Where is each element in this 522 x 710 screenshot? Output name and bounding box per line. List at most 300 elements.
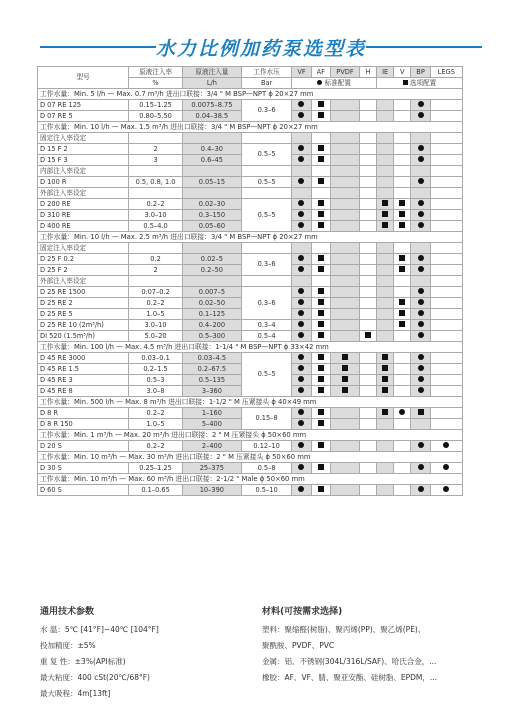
material-cell bbox=[292, 199, 311, 210]
section-spec: 工作水量：Min. 10 m³/h — Max. 30 m³/h 进出口联接：2 " M 压紧接头 ϕ 50×60 mm bbox=[38, 452, 463, 463]
option-square-icon bbox=[399, 321, 405, 327]
option-square-icon bbox=[399, 222, 405, 228]
material-cell bbox=[311, 309, 330, 320]
standard-dot-icon bbox=[418, 387, 424, 393]
standard-dot-icon bbox=[298, 299, 304, 305]
model-cell: D 60 S bbox=[38, 485, 129, 496]
material-cell bbox=[394, 408, 411, 419]
table-cell bbox=[129, 276, 183, 287]
material-cell bbox=[377, 331, 394, 342]
table-row bbox=[38, 287, 463, 298]
material-cell bbox=[394, 441, 411, 452]
material-cell bbox=[292, 320, 311, 331]
material-cell bbox=[311, 287, 330, 298]
material-line: 橡胶：AF、VF、腈、聚亚安酯、硅树脂、EPDM，... bbox=[262, 673, 438, 682]
material-cell bbox=[359, 386, 376, 397]
material-cell bbox=[292, 287, 311, 298]
material-cell bbox=[292, 221, 311, 232]
table-cell bbox=[241, 188, 291, 199]
material-cell bbox=[430, 320, 462, 331]
table-cell bbox=[129, 133, 183, 144]
option-square-icon bbox=[318, 255, 324, 261]
material-cell bbox=[359, 210, 376, 221]
material-cell bbox=[430, 199, 462, 210]
material-cell bbox=[394, 320, 411, 331]
table-cell bbox=[430, 188, 462, 199]
material-cell bbox=[359, 298, 376, 309]
table-cell bbox=[311, 188, 330, 199]
option-square-icon bbox=[318, 332, 324, 338]
table-cell bbox=[129, 188, 183, 199]
material-cell bbox=[359, 144, 376, 155]
material-cell bbox=[377, 441, 394, 452]
material-cell bbox=[411, 177, 430, 188]
material-cell bbox=[377, 419, 394, 430]
material-cell bbox=[394, 298, 411, 309]
material-cell bbox=[394, 254, 411, 265]
option-square-icon bbox=[318, 288, 324, 294]
option-square-icon bbox=[399, 211, 405, 217]
material-cell bbox=[359, 408, 376, 419]
material-cell bbox=[330, 254, 359, 265]
material-cell bbox=[377, 375, 394, 386]
header-material: BP bbox=[411, 67, 430, 78]
material-cell bbox=[311, 463, 330, 474]
rate-cell: 0.2–2 bbox=[129, 298, 183, 309]
option-square-icon bbox=[382, 376, 388, 382]
section-spec: 工作水量：Min. 100 l/h — Max. 4.5 m³/h 进出口联接：1-1/4 " M BSP—NPT ϕ 33×42 mm bbox=[38, 342, 463, 353]
material-cell bbox=[311, 298, 330, 309]
section-row bbox=[38, 89, 463, 100]
subgroup-label: 外部注入率设定 bbox=[38, 276, 129, 287]
standard-dot-icon bbox=[298, 178, 304, 184]
standard-dot-icon bbox=[418, 376, 424, 382]
table-cell bbox=[182, 133, 241, 144]
material-cell bbox=[330, 320, 359, 331]
standard-dot-icon bbox=[418, 288, 424, 294]
rate-cell: 3.0–10 bbox=[129, 320, 183, 331]
pressure-cell: 0.5–5 bbox=[241, 353, 291, 397]
material-cell bbox=[430, 309, 462, 320]
model-cell: DI 520 (1.5m³/h) bbox=[38, 331, 129, 342]
title-bar bbox=[0, 34, 522, 58]
legend-option bbox=[377, 78, 463, 89]
inject-cell: 3–360 bbox=[182, 386, 241, 397]
material-cell bbox=[311, 221, 330, 232]
material-cell bbox=[311, 210, 330, 221]
table-row bbox=[38, 408, 463, 419]
material-cell bbox=[430, 386, 462, 397]
standard-dot-icon bbox=[418, 112, 424, 118]
table-cell bbox=[182, 188, 241, 199]
option-square-icon bbox=[318, 321, 324, 327]
standard-dot-icon bbox=[418, 332, 424, 338]
pressure-cell: 0.5–10 bbox=[241, 485, 291, 496]
material-cell bbox=[359, 441, 376, 452]
pressure-cell: 0.15–8 bbox=[241, 408, 291, 430]
table-cell bbox=[411, 276, 430, 287]
option-square-icon bbox=[318, 365, 324, 371]
material-cell bbox=[330, 298, 359, 309]
material-cell bbox=[411, 386, 430, 397]
material-cell bbox=[330, 386, 359, 397]
material-cell bbox=[359, 320, 376, 331]
table-cell bbox=[129, 243, 183, 254]
rate-cell: 0.2–2 bbox=[129, 199, 183, 210]
rate-cell: 0.03–0.1 bbox=[129, 353, 183, 364]
pressure-cell: 0.5–8 bbox=[241, 463, 291, 474]
material-cell bbox=[411, 375, 430, 386]
table-row bbox=[38, 331, 463, 342]
standard-dot-icon bbox=[298, 211, 304, 217]
material-cell bbox=[377, 364, 394, 375]
option-square-icon bbox=[342, 354, 348, 360]
option-square-icon bbox=[318, 101, 324, 107]
header-pressure-unit: Bar bbox=[241, 78, 291, 89]
material-cell bbox=[377, 111, 394, 122]
rate-cell: 0.1–0.65 bbox=[129, 485, 183, 496]
table-row bbox=[38, 100, 463, 111]
legend-option-label: 选项配置 bbox=[409, 78, 437, 87]
option-square-icon bbox=[318, 376, 324, 382]
table-cell bbox=[411, 188, 430, 199]
material-cell bbox=[377, 265, 394, 276]
inject-cell: 0.05–15 bbox=[182, 177, 241, 188]
material-cell bbox=[377, 309, 394, 320]
material-cell bbox=[292, 309, 311, 320]
material-cell bbox=[359, 177, 376, 188]
inject-cell: 0.4–30 bbox=[182, 144, 241, 155]
material-cell bbox=[394, 144, 411, 155]
subgroup-row bbox=[38, 166, 463, 177]
table-row bbox=[38, 485, 463, 496]
model-cell: D 25 RE 2 bbox=[38, 298, 129, 309]
option-square-icon bbox=[399, 310, 405, 316]
rate-cell: 0.2–2 bbox=[129, 441, 183, 452]
material-cell bbox=[330, 309, 359, 320]
inject-cell: 0.5–300 bbox=[182, 331, 241, 342]
standard-dot-icon bbox=[418, 101, 424, 107]
rate-cell: 0.07–0.2 bbox=[129, 287, 183, 298]
option-square-icon bbox=[382, 387, 388, 393]
table-cell bbox=[359, 243, 376, 254]
table-cell bbox=[394, 276, 411, 287]
material-cell bbox=[411, 419, 430, 430]
table-cell bbox=[394, 243, 411, 254]
material-cell bbox=[292, 463, 311, 474]
table-cell bbox=[330, 243, 359, 254]
table-cell bbox=[292, 133, 311, 144]
material-cell bbox=[411, 199, 430, 210]
subgroup-row bbox=[38, 243, 463, 254]
table-cell bbox=[330, 133, 359, 144]
standard-dot-icon bbox=[298, 156, 304, 162]
option-square-icon bbox=[318, 299, 324, 305]
inject-cell: 0.0075–8.75 bbox=[182, 100, 241, 111]
material-cell bbox=[411, 100, 430, 111]
material-cell bbox=[311, 100, 330, 111]
material-cell bbox=[359, 100, 376, 111]
table-cell bbox=[292, 188, 311, 199]
table-cell bbox=[411, 166, 430, 177]
material-cell bbox=[377, 386, 394, 397]
material-cell bbox=[359, 375, 376, 386]
material-cell bbox=[394, 155, 411, 166]
pressure-cell: 0.3–6 bbox=[241, 287, 291, 320]
rate-cell: 0.2–1.5 bbox=[129, 364, 183, 375]
model-cell: D 07 RE 5 bbox=[38, 111, 129, 122]
standard-dot-icon bbox=[298, 420, 304, 426]
material-cell bbox=[411, 144, 430, 155]
tech-heading: 通用技术参数 bbox=[40, 607, 95, 617]
section-spec: 工作水量：Min. 500 l/h — Max. 8 m³/h 进出口联接：1-1/2 " M 压紧接头 ϕ 40×49 mm bbox=[38, 397, 463, 408]
inject-cell: 25–375 bbox=[182, 463, 241, 474]
material-cell bbox=[292, 375, 311, 386]
rate-cell: 0.25–1.25 bbox=[129, 463, 183, 474]
material-cell bbox=[394, 199, 411, 210]
material-cell bbox=[311, 199, 330, 210]
option-square-icon bbox=[342, 365, 348, 371]
material-cell bbox=[430, 419, 462, 430]
header-material: H bbox=[359, 67, 376, 78]
table-cell bbox=[330, 276, 359, 287]
table-cell bbox=[359, 133, 376, 144]
subgroup-label: 内部注入率设定 bbox=[38, 166, 129, 177]
material-cell bbox=[292, 155, 311, 166]
material-cell bbox=[359, 364, 376, 375]
section-spec: 工作水量：Min. 5 l/h — Max. 0.7 m³/h 进出口联接：3/4 " M BSP—NPT ϕ 20×27 mm bbox=[38, 89, 463, 100]
header-pressure: 工作水压 bbox=[241, 67, 291, 78]
inject-cell: 10–390 bbox=[182, 485, 241, 496]
material-line: 聚酰胺、PVDF、PVC bbox=[262, 641, 335, 650]
rate-cell: 0.5–4.0 bbox=[129, 221, 183, 232]
material-line: 塑料：聚缩醛(树脂)、聚丙烯(PP)、聚乙烯(PE)、 bbox=[262, 625, 426, 634]
option-square-icon bbox=[399, 266, 405, 272]
inject-cell: 0.6–45 bbox=[182, 155, 241, 166]
material-cell bbox=[359, 155, 376, 166]
table-row bbox=[38, 353, 463, 364]
material-cell bbox=[411, 408, 430, 419]
material-cell bbox=[430, 144, 462, 155]
material-cell bbox=[430, 221, 462, 232]
inject-cell: 0.2–50 bbox=[182, 265, 241, 276]
material-cell bbox=[430, 353, 462, 364]
rate-cell: 2 bbox=[129, 144, 183, 155]
material-cell bbox=[430, 364, 462, 375]
table-cell bbox=[292, 276, 311, 287]
inject-cell: 0.02–50 bbox=[182, 298, 241, 309]
table-cell bbox=[330, 166, 359, 177]
option-square-icon bbox=[342, 387, 348, 393]
option-square-icon bbox=[318, 420, 324, 426]
material-cell bbox=[394, 287, 411, 298]
option-square-icon bbox=[382, 409, 388, 415]
table-cell bbox=[377, 133, 394, 144]
table-row bbox=[38, 199, 463, 210]
header-model: 型号 bbox=[38, 67, 129, 89]
table-cell bbox=[394, 133, 411, 144]
materials-block bbox=[262, 604, 437, 686]
standard-dot-icon bbox=[443, 442, 449, 448]
table-row bbox=[38, 177, 463, 188]
rate-cell: 2 bbox=[129, 265, 183, 276]
material-cell bbox=[394, 353, 411, 364]
material-cell bbox=[330, 463, 359, 474]
option-square-icon bbox=[318, 178, 324, 184]
standard-dot-icon bbox=[418, 321, 424, 327]
material-cell bbox=[292, 265, 311, 276]
material-cell bbox=[359, 265, 376, 276]
rate-cell: 1.0–5 bbox=[129, 419, 183, 430]
standard-dot-icon bbox=[298, 464, 304, 470]
material-cell bbox=[330, 419, 359, 430]
header-material: VF bbox=[292, 67, 311, 78]
material-cell bbox=[377, 287, 394, 298]
table-cell bbox=[430, 276, 462, 287]
material-cell bbox=[311, 375, 330, 386]
standard-dot-icon bbox=[298, 145, 304, 151]
inject-cell: 2–400 bbox=[182, 441, 241, 452]
material-cell bbox=[430, 155, 462, 166]
model-cell: D 200 RE bbox=[38, 199, 129, 210]
section-row bbox=[38, 452, 463, 463]
standard-dot-icon bbox=[298, 310, 304, 316]
standard-dot-icon bbox=[298, 332, 304, 338]
model-cell: D 20 S bbox=[38, 441, 129, 452]
table-cell bbox=[411, 133, 430, 144]
pressure-cell: 0.12–10 bbox=[241, 441, 291, 452]
option-square-icon bbox=[382, 222, 388, 228]
material-cell bbox=[330, 364, 359, 375]
legend-standard-label: 标准配置 bbox=[324, 78, 351, 87]
material-cell bbox=[311, 144, 330, 155]
standard-dot-icon bbox=[443, 486, 449, 492]
table-cell bbox=[430, 166, 462, 177]
material-cell bbox=[311, 155, 330, 166]
material-cell bbox=[311, 111, 330, 122]
table-cell bbox=[241, 133, 291, 144]
subgroup-label: 固定注入率设定 bbox=[38, 243, 129, 254]
option-square-icon bbox=[318, 354, 324, 360]
material-cell bbox=[359, 485, 376, 496]
option-square-icon bbox=[318, 409, 324, 415]
table-row bbox=[38, 463, 463, 474]
material-cell bbox=[330, 408, 359, 419]
material-cell bbox=[411, 254, 430, 265]
material-cell bbox=[292, 298, 311, 309]
inject-cell: 0.2–67.5 bbox=[182, 364, 241, 375]
inject-cell: 0.02–5 bbox=[182, 254, 241, 265]
material-cell bbox=[377, 408, 394, 419]
material-cell bbox=[394, 111, 411, 122]
standard-dot-icon bbox=[298, 112, 304, 118]
material-cell bbox=[394, 375, 411, 386]
material-cell bbox=[359, 419, 376, 430]
model-cell: D 07 RE 125 bbox=[38, 100, 129, 111]
material-cell bbox=[411, 111, 430, 122]
table-cell bbox=[430, 243, 462, 254]
material-cell bbox=[430, 463, 462, 474]
option-square-icon bbox=[318, 222, 324, 228]
standard-dot-icon bbox=[418, 354, 424, 360]
rate-cell: 0.5, 0.8, 1.0 bbox=[129, 177, 183, 188]
standard-dot-icon bbox=[418, 365, 424, 371]
standard-dot-icon bbox=[418, 442, 424, 448]
material-cell bbox=[411, 221, 430, 232]
pressure-cell: 0.5–5 bbox=[241, 177, 291, 188]
pressure-cell: 0.5–4 bbox=[241, 331, 291, 342]
material-cell bbox=[394, 309, 411, 320]
standard-dot-icon bbox=[298, 387, 304, 393]
material-cell bbox=[292, 100, 311, 111]
standard-dot-icon bbox=[418, 486, 424, 492]
section-row bbox=[38, 232, 463, 243]
header-material: IE bbox=[377, 67, 394, 78]
model-cell: D 45 RE 8 bbox=[38, 386, 129, 397]
material-cell bbox=[330, 177, 359, 188]
inject-cell: 0.04–38.5 bbox=[182, 111, 241, 122]
material-cell bbox=[411, 210, 430, 221]
material-cell bbox=[394, 364, 411, 375]
material-cell bbox=[292, 485, 311, 496]
inject-cell: 0.5–135 bbox=[182, 375, 241, 386]
subgroup-label: 外部注入率设定 bbox=[38, 188, 129, 199]
pressure-cell: 0.3–4 bbox=[241, 320, 291, 331]
rate-cell: 5.0–20 bbox=[129, 331, 183, 342]
material-cell bbox=[411, 441, 430, 452]
material-cell bbox=[330, 210, 359, 221]
material-cell bbox=[430, 111, 462, 122]
material-cell bbox=[292, 210, 311, 221]
material-cell bbox=[311, 441, 330, 452]
standard-dot-icon bbox=[443, 464, 449, 470]
material-cell bbox=[430, 408, 462, 419]
material-cell bbox=[430, 287, 462, 298]
standard-dot-icon bbox=[298, 222, 304, 228]
tech-param-line: 最大粘度：400 cSt(20℃/68°F) bbox=[40, 673, 150, 682]
option-square-icon bbox=[342, 376, 348, 382]
table-cell bbox=[330, 188, 359, 199]
material-cell bbox=[330, 485, 359, 496]
material-cell bbox=[430, 331, 462, 342]
material-cell bbox=[411, 331, 430, 342]
standard-dot-icon bbox=[418, 299, 424, 305]
material-cell bbox=[394, 463, 411, 474]
material-cell bbox=[430, 485, 462, 496]
model-cell: D 100 R bbox=[38, 177, 129, 188]
model-cell: D 310 RE bbox=[38, 210, 129, 221]
table-cell bbox=[377, 276, 394, 287]
inject-cell: 0.3–150 bbox=[182, 210, 241, 221]
table-cell bbox=[430, 133, 462, 144]
model-cell: D 8 R 150 bbox=[38, 419, 129, 430]
material-cell bbox=[411, 287, 430, 298]
option-square-icon bbox=[399, 299, 405, 305]
subgroup-row bbox=[38, 133, 463, 144]
header-material: LEGS bbox=[430, 67, 462, 78]
material-cell bbox=[330, 155, 359, 166]
standard-dot-icon bbox=[418, 211, 424, 217]
dot-icon bbox=[317, 80, 322, 85]
tech-params bbox=[40, 604, 159, 702]
material-cell bbox=[292, 254, 311, 265]
table-cell bbox=[241, 243, 291, 254]
rate-cell: 0.5–3 bbox=[129, 375, 183, 386]
rate-cell: 3.0–10 bbox=[129, 210, 183, 221]
subgroup-row bbox=[38, 188, 463, 199]
standard-dot-icon bbox=[418, 310, 424, 316]
standard-dot-icon bbox=[418, 266, 424, 272]
